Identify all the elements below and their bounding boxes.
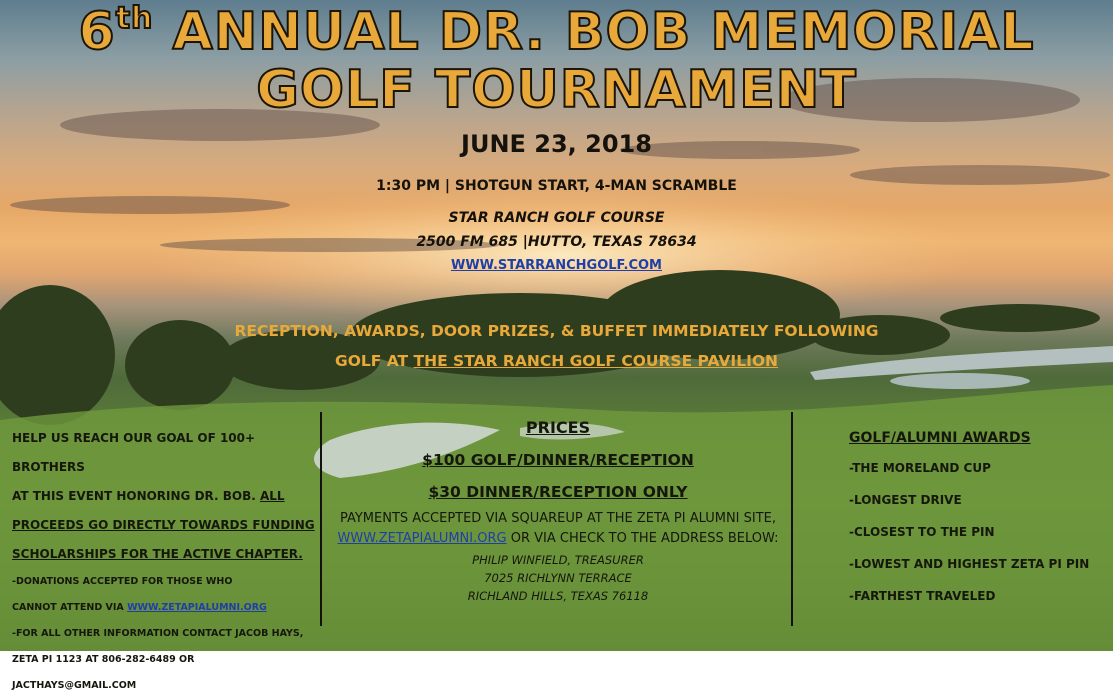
address-name: PHILIP WINFIELD, TREASURER [472,553,644,567]
venue-name: STAR RANCH GOLF COURSE [448,210,665,226]
event-date: JUNE 23, 2018 [461,130,652,158]
goal-line2: AT THIS EVENT HONORING DR. BOB. ALL [12,489,285,503]
award-item: -LONGEST DRIVE [849,493,962,507]
awards-section [849,430,1109,612]
awards-list [849,452,1109,612]
venue-website-link[interactable]: WWW.STARRANCHGOLF.COM [450,258,662,273]
column-divider-right [791,412,793,626]
prices-section [328,418,788,605]
venue-address: 2500 FM 685 |HUTTO, TEXAS 78634 [416,234,697,250]
address-city: RICHLAND HILLS, TEXAS 76118 [467,589,649,603]
payment-line1: PAYMENTS ACCEPTED VIA SQUAREUP AT THE ZETA PI ALUMNI SITE, [339,511,777,526]
reception-line1: RECEPTION, AWARDS, DOOR PRIZES, & BUFFET IMMEDIATELY FOLLOWING [234,322,879,340]
donations-line1: -DONATIONS ACCEPTED FOR THOSE WHO [12,576,233,587]
address-street: 7025 RICHLYNN TERRACE [484,571,632,585]
awards-heading: GOLF/ALUMNI AWARDS [849,430,1031,446]
price-dinner-only: $30 DINNER/RECEPTION ONLY [428,483,688,501]
pavilion-location: THE STAR RANCH GOLF COURSE PAVILION [413,352,778,370]
column-divider-left [320,412,322,626]
flyer-title-line2: GOLF TOURNAMENT [256,60,857,120]
donations-line2: CANNOT ATTEND VIA WWW.ZETAPIALUMNI.ORG [12,602,267,613]
reception-line2: GOLF AT THE STAR RANCH GOLF COURSE PAVILION [335,352,778,370]
goal-line3: PROCEEDS GO DIRECTLY TOWARDS FUNDING [12,518,315,532]
flyer-title-line1: 6th ANNUAL DR. BOB MEMORIAL [78,1,1035,62]
award-item: -FARTHEST TRAVELED [849,589,996,603]
contact-line1: -FOR ALL OTHER INFORMATION CONTACT JACOB HAYS, [12,628,304,639]
pond [890,373,1030,389]
payment-link[interactable]: WWW.ZETAPIALUMNI.ORG [337,531,507,546]
goal-line1: HELP US REACH OUR GOAL OF 100+ BROTHERS [12,431,256,474]
prices-heading: PRICES [525,418,591,437]
payment-line2: WWW.ZETAPIALUMNI.ORG OR VIA CHECK TO THE ADDRESS BELOW: [337,531,779,546]
event-time-format: 1:30 PM | SHOTGUN START, 4-MAN SCRAMBLE [376,178,737,194]
donations-link[interactable]: WWW.ZETAPIALUMNI.ORG [127,602,267,613]
contact-line2: ZETA PI 1123 AT 806-282-6489 OR JACTHAYS@GMAIL.COM [12,654,195,691]
goal-section [12,424,317,699]
price-golf-dinner: $100 GOLF/DINNER/RECEPTION [422,451,694,469]
award-item: -LOWEST AND HIGHEST ZETA PI PIN [849,557,1090,571]
goal-line4: SCHOLARSHIPS FOR THE ACTIVE CHAPTER. [12,547,303,561]
award-item: -THE MORELAND CUP [849,461,991,475]
award-item: -CLOSEST TO THE PIN [849,525,995,539]
